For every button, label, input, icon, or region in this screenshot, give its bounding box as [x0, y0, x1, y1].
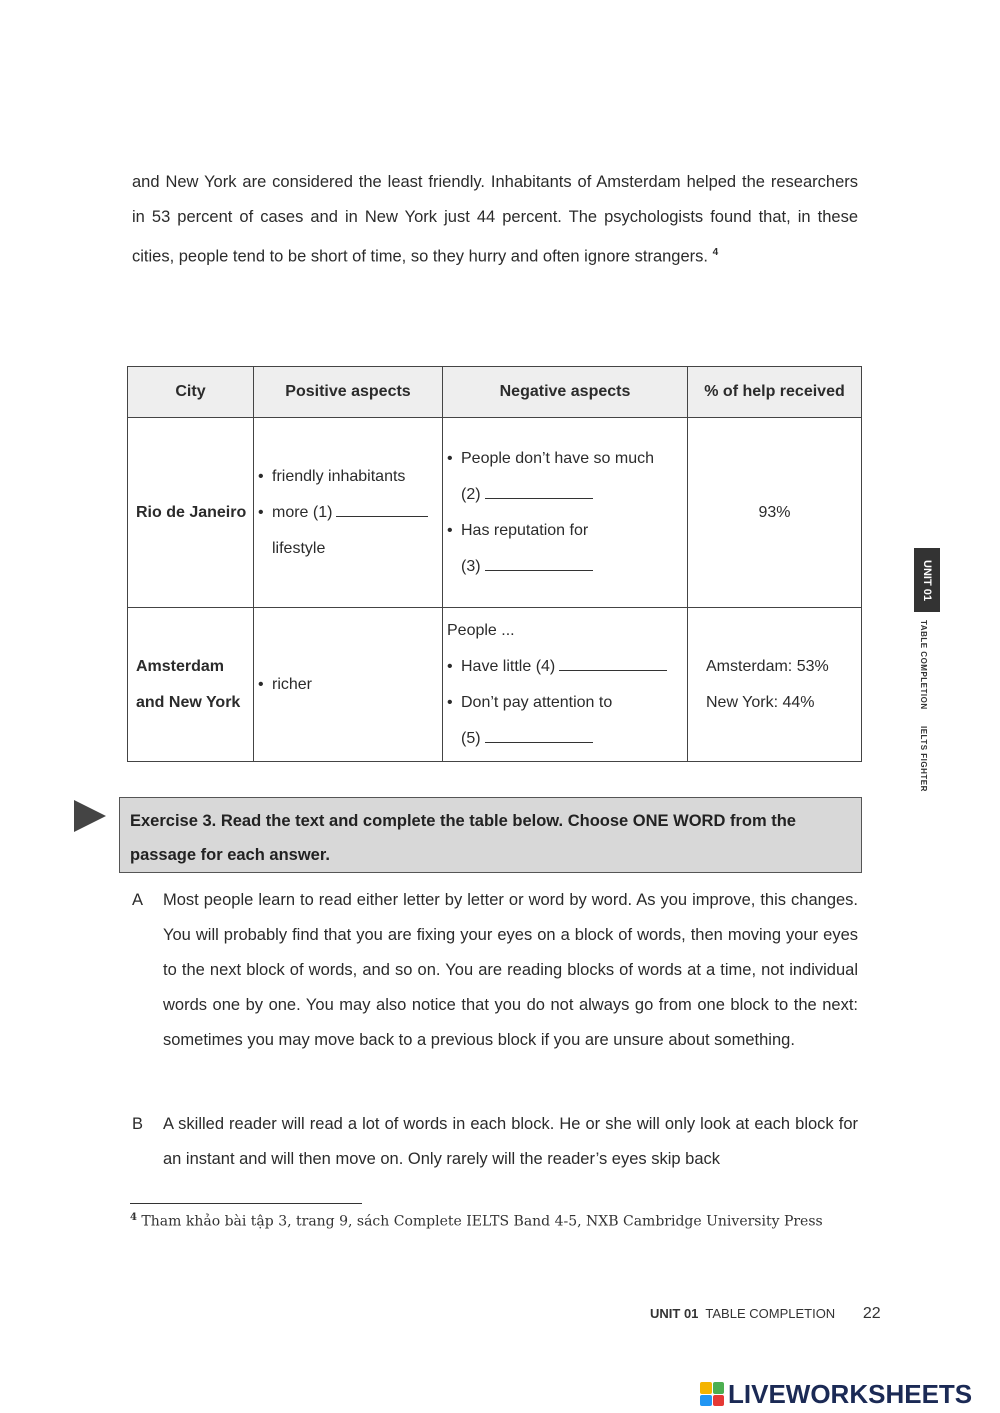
header-positive: Positive aspects — [254, 367, 443, 418]
list-item: (3) — [447, 549, 679, 585]
footnote-divider — [130, 1203, 362, 1204]
answer-blank-3[interactable] — [485, 556, 593, 571]
section-b — [132, 1107, 858, 1177]
section-text: A skilled reader will read a lot of words in each block. He or she will only look at each block for an instant and will then move on. Only rarely will the reader’s eyes skip back — [163, 1115, 858, 1168]
page-number: 22 — [862, 1305, 881, 1322]
list-item: • Has reputation for — [447, 513, 679, 549]
play-arrow-icon — [74, 800, 106, 832]
footnote: $^4$ Tham khảo bài tập 3, trang 9, sách Complete IELTS Band 4-5, NXB Cambridge University Press — [130, 1212, 823, 1230]
side-labels: TABLE COMPLETION IELTS FIGHTER — [919, 620, 928, 793]
header-negative: Negative aspects — [443, 367, 688, 418]
negative-cell: People ... • Have little (4) • Don’t pay attention to (5) — [443, 608, 688, 762]
completion-table — [127, 366, 862, 762]
page-footer: UNIT 01 TABLE COMPLETION 22 — [650, 1305, 881, 1322]
list-item: • Have little (4) — [447, 649, 679, 685]
exercise-instruction: Exercise 3. Read the text and complete the table below. Choose ONE WORD from the passage for each answer. — [119, 797, 862, 873]
brand-watermark: LIVEWORKSHEETS — [700, 1378, 972, 1410]
city-cell: Amsterdam and New York — [128, 608, 254, 762]
section-text: Most people learn to read either letter by letter or word by word. As you improve, this changes. You will probably find that you are fixing your eyes on a block of words, then moving your eyes to the next block of words, and so on. You are reading blocks of words at a time, not individual words one by one. You may also notice that you do not always go from one block to the next: sometimes you may move back to a previous block if you are unsure about something. — [163, 891, 858, 1049]
answer-blank-5[interactable] — [485, 728, 593, 743]
footnote-ref: 4 — [712, 247, 719, 258]
percent-cell: Amsterdam: 53% New York: 44% — [688, 608, 862, 762]
answer-blank-1[interactable] — [336, 502, 428, 517]
side-unit-tab: UNIT 01 — [914, 548, 940, 612]
brand-logo-icon — [700, 1382, 724, 1406]
header-city: City — [128, 367, 254, 418]
table-row — [128, 418, 862, 608]
percent-cell: 93% — [688, 418, 862, 608]
list-item: • Don’t pay attention to — [447, 685, 679, 721]
table-row — [128, 608, 862, 762]
positive-cell — [254, 418, 443, 608]
city-cell: Rio de Janeiro — [128, 418, 254, 608]
header-percent: % of help received — [688, 367, 862, 418]
positive-cell — [254, 608, 443, 762]
intro-paragraph: and New York are considered the least friendly. Inhabitants of Amsterdam helped the researchers in 53 percent of cases and in New York just 44 percent. The psychologists found that, in these cities, people tend to be short of time, so they hurry and often ignore strangers. $^4$ — [132, 173, 858, 266]
list-item: • more (1) — [258, 495, 434, 531]
negative-cell — [443, 418, 688, 608]
list-item: lifestyle — [272, 539, 326, 557]
section-letter: B — [132, 1115, 144, 1133]
section-a — [132, 883, 858, 1058]
list-item: (2) — [447, 477, 679, 513]
list-item: • friendly inhabitants — [258, 459, 434, 495]
list-item: • People don’t have so much — [447, 441, 679, 477]
table-header-row — [128, 367, 862, 418]
answer-blank-4[interactable] — [559, 656, 667, 671]
list-item: • richer — [258, 667, 434, 703]
list-item: (5) — [447, 721, 679, 757]
answer-blank-2[interactable] — [485, 484, 593, 499]
section-letter: A — [132, 891, 144, 909]
